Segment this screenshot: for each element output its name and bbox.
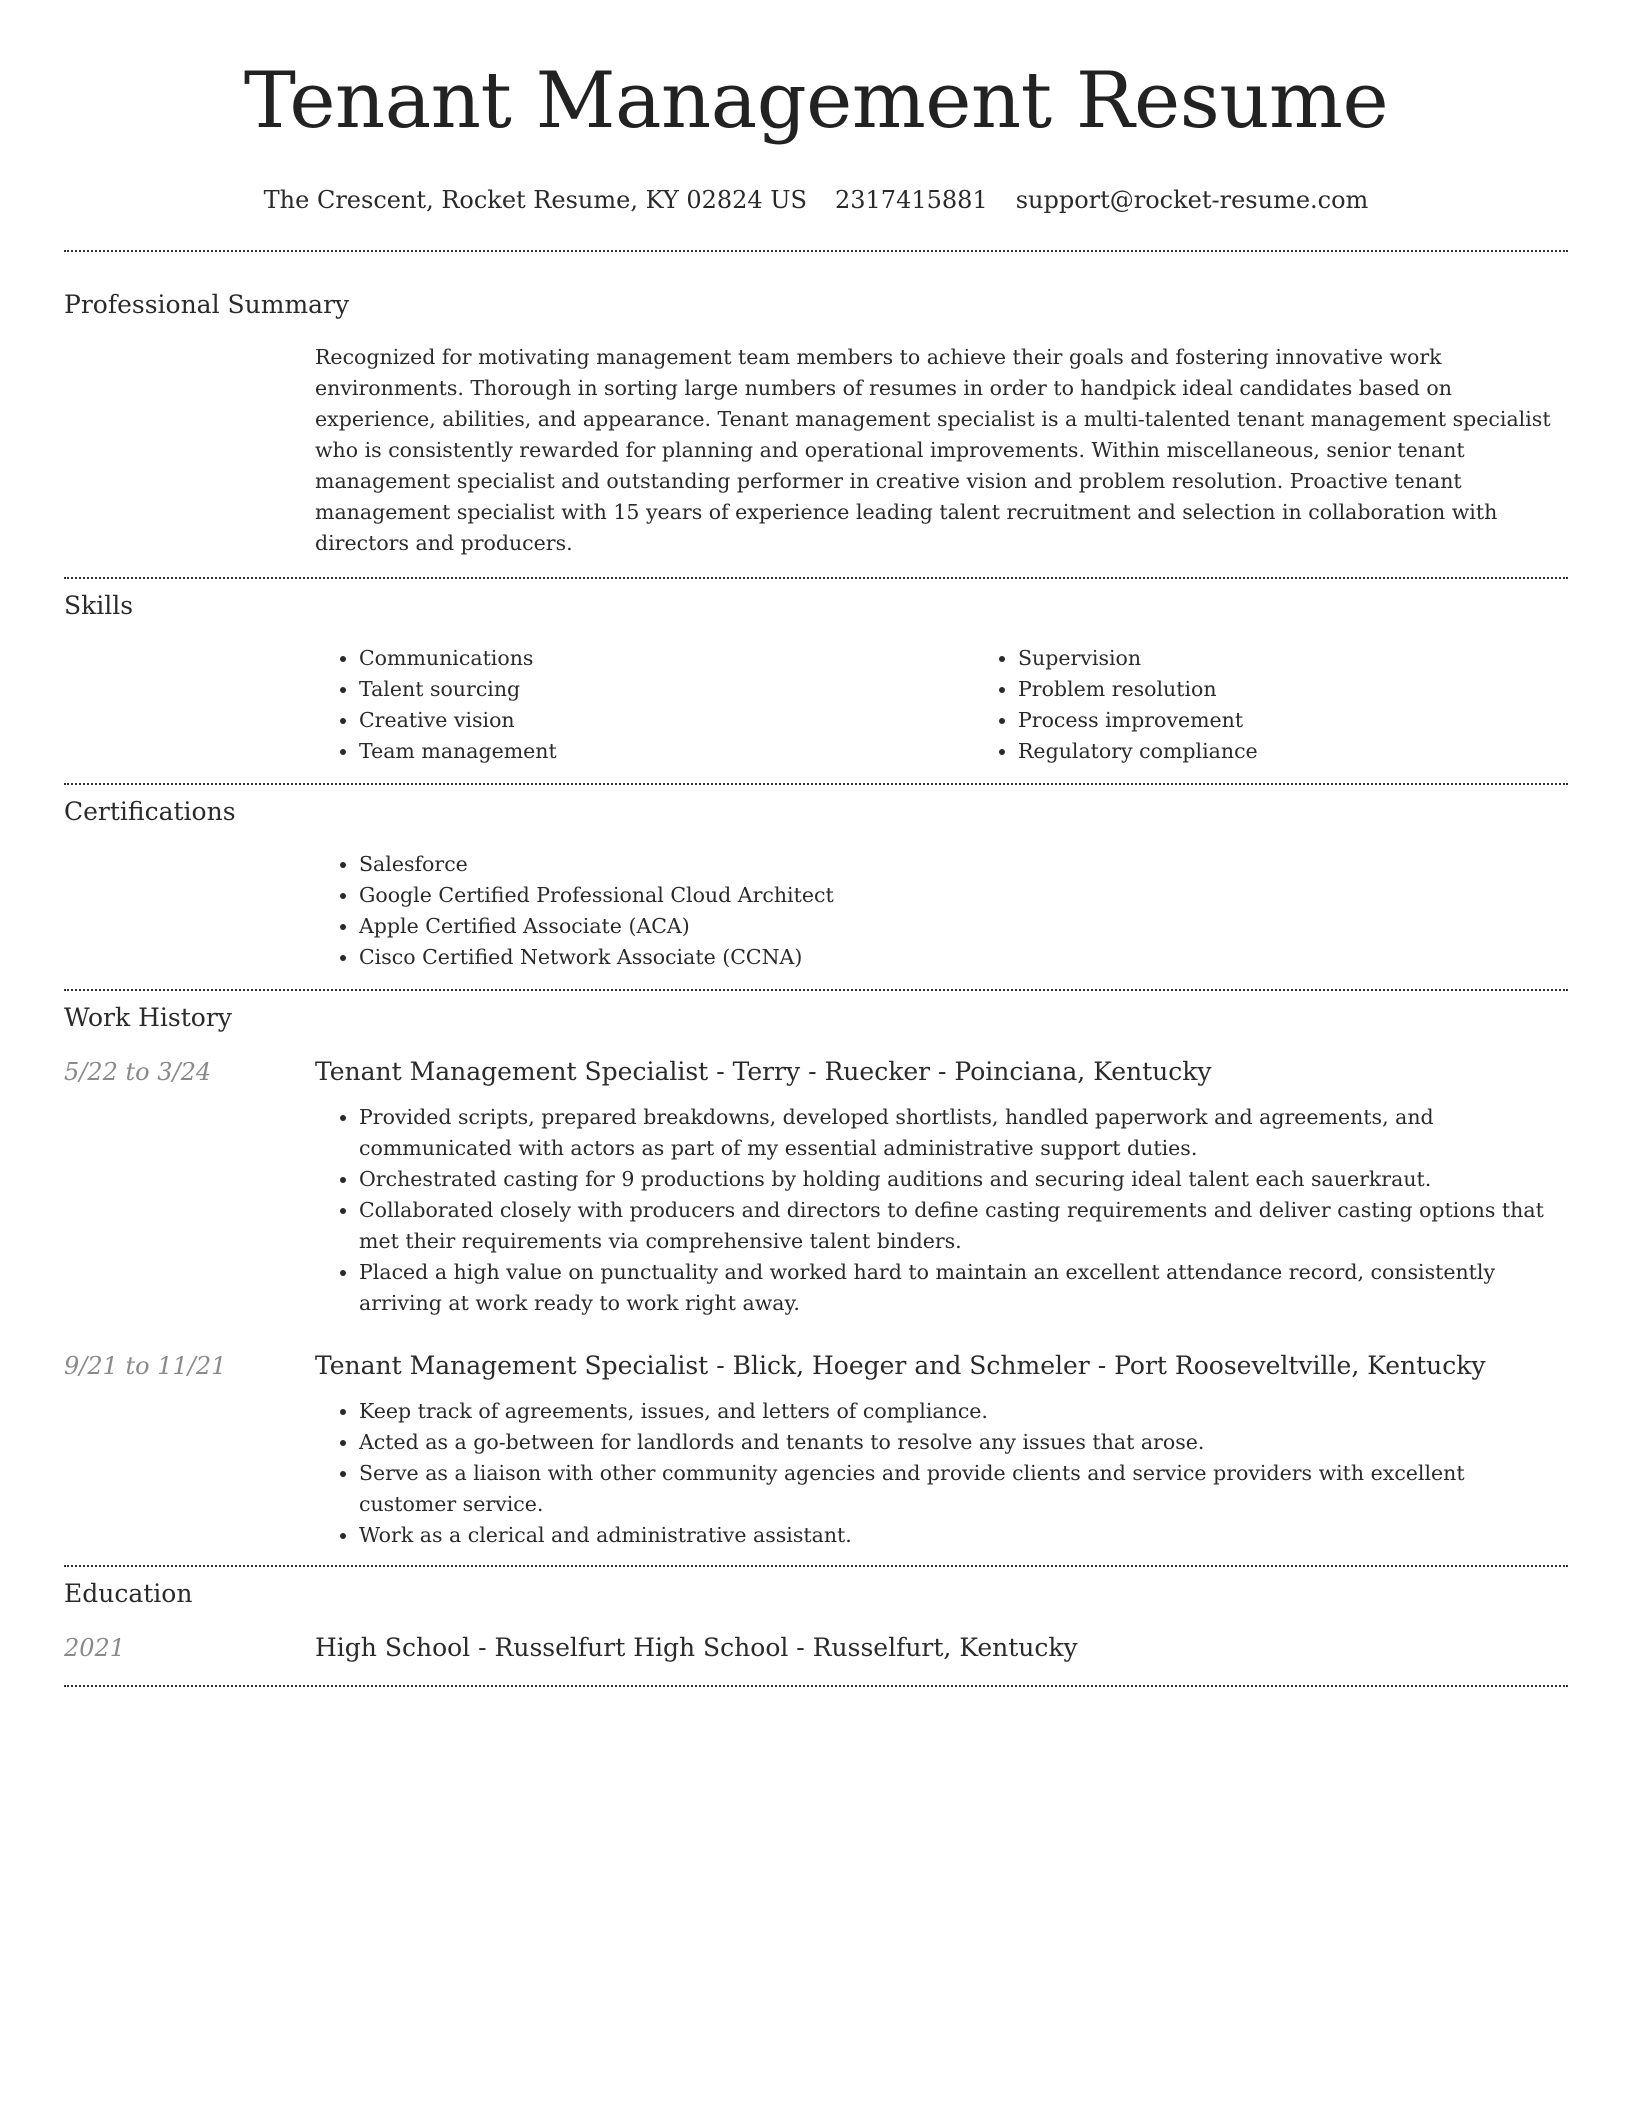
job-bullets [315, 1396, 1568, 1551]
skills-grid [315, 643, 1632, 767]
skills-section [64, 579, 1568, 767]
section-title-work-history: Work History [64, 1003, 232, 1032]
contact-line [64, 184, 1568, 216]
section-title-summary: Professional Summary [64, 290, 350, 319]
job-entry [64, 1055, 1568, 1319]
job-bullet: • Serve as a liaison with other community agencies and provide clients and service providers with excellent customer service. [359, 1458, 1568, 1520]
page-title: Tenant Management Resume [243, 56, 1389, 146]
skill-item: • Supervision [1018, 643, 1632, 674]
skill-item: • Creative vision [359, 705, 974, 736]
education-entry: High School - Russelfurt High School - Russelfurt, Kentucky [315, 1633, 1078, 1662]
job-dates: 5/22 to 3/24 [64, 1058, 212, 1086]
job-details: - Blick, Hoeger and Schmeler - Port Rooseveltville, Kentucky [716, 1351, 1486, 1380]
job-bullet: • Acted as a go-between for landlords and tenants to resolve any issues that arose. [359, 1427, 1568, 1458]
summary-text: Recognized for motivating management team members to achieve their goals and fostering innovative work environments. Thorough in sorting large numbers of resumes in order to handpick ideal candidates based on experience, abilities, and appearance. Tenant management specialist is a multi-talented tenant management specialist who is consistently rewarded for planning and operational improvements. Within miscellaneous, senior tenant management specialist and outstanding performer in creative vision and problem resolution. Proactive tenant management specialist with 15 years of experience leading talent recruitment and selection in collaboration with directors and producers. [315, 345, 1551, 555]
work-history-section [64, 991, 1568, 1551]
contact-address: The Crescent, Rocket Resume, KY 02824 US [263, 186, 807, 214]
job-bullet: • Provided scripts, prepared breakdowns, developed shortlists, handled paperwork and agreements, and communicated with actors as part of my essential administrative support duties. [359, 1102, 1568, 1164]
section-title-certifications: Certifications [64, 797, 236, 826]
skill-item: • Regulatory compliance [1018, 736, 1632, 767]
job-bullet: • Placed a high value on punctuality and worked hard to maintain an excellent attendance record, consistently arriving at work ready to work right away. [359, 1257, 1568, 1319]
education-section [64, 1567, 1568, 1665]
job-bullet: • Collaborated closely with producers and directors to define casting requirements and deliver casting options that met their requirements via comprehensive talent binders. [359, 1195, 1568, 1257]
section-title-education: Education [64, 1579, 193, 1608]
contact-email[interactable]: support@rocket-resume.com [1015, 186, 1369, 214]
certification-item: • Cisco Certified Network Associate (CCNA) [359, 942, 1568, 973]
certifications-section [64, 785, 1568, 973]
contact-phone: 2317415881 [834, 186, 988, 214]
skill-item: • Problem resolution [1018, 674, 1632, 705]
certification-item: • Salesforce [359, 849, 1568, 880]
certifications-list [315, 849, 1568, 973]
skill-item: • Process improvement [1018, 705, 1632, 736]
resume-header [64, 0, 1568, 216]
skills-list-right [974, 643, 1632, 767]
skill-item: • Communications [359, 643, 974, 674]
job-heading [315, 1349, 1568, 1383]
job-bullet: • Orchestrated casting for 9 productions by holding auditions and securing ideal talent each sauerkraut. [359, 1164, 1568, 1195]
job-entry [64, 1349, 1568, 1551]
divider [64, 1685, 1568, 1687]
job-bullet: • Work as a clerical and administrative assistant. [359, 1520, 1568, 1551]
job-bullets [315, 1102, 1568, 1319]
education-year: 2021 [64, 1634, 126, 1662]
skill-item: • Team management [359, 736, 974, 767]
job-heading [315, 1055, 1568, 1089]
skills-list-left [315, 643, 974, 767]
certification-item: • Apple Certified Associate (ACA) [359, 911, 1568, 942]
job-role: Tenant Management Specialist [315, 1057, 709, 1086]
section-title-skills: Skills [64, 591, 134, 620]
summary-section [64, 252, 1568, 559]
job-bullet: • Keep track of agreements, issues, and letters of compliance. [359, 1396, 1568, 1427]
job-role: Tenant Management Specialist [315, 1351, 709, 1380]
job-dates: 9/21 to 11/21 [64, 1352, 227, 1380]
skill-item: • Talent sourcing [359, 674, 974, 705]
certification-item: • Google Certified Professional Cloud Architect [359, 880, 1568, 911]
job-details: - Terry - Ruecker - Poinciana, Kentucky [716, 1057, 1212, 1086]
